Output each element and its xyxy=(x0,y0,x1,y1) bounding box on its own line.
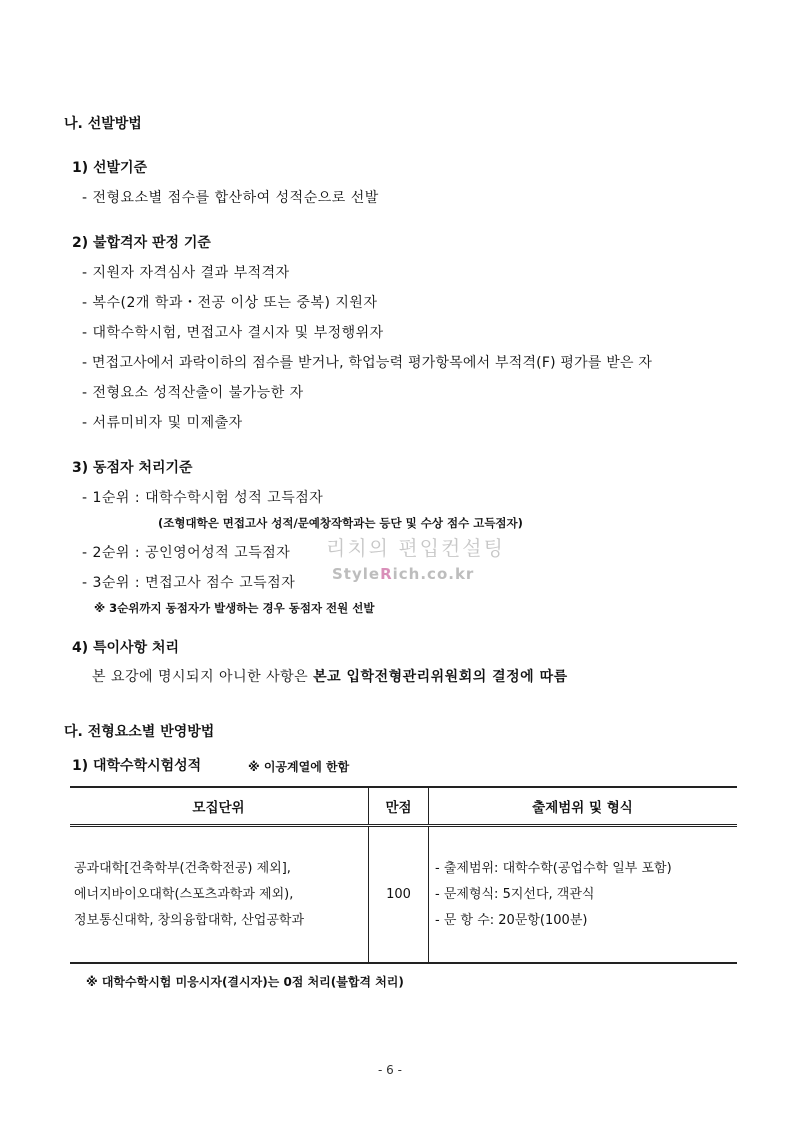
table-row xyxy=(70,826,737,964)
list-item: - 서류미비자 및 미제출자 xyxy=(82,415,243,431)
unit-line: 공과대학[건축학부(건축학전공) 제외], xyxy=(74,860,291,876)
watermark-url: StyleRich.co.kr xyxy=(332,565,475,583)
math-exam-note: ※ 이공계열에 한함 xyxy=(248,760,350,774)
rank1-note: (조형대학은 면접고사 성적/문예창작학과는 등단 및 수상 점수 고득점자) xyxy=(158,516,523,530)
list-item: - 면접고사에서 과락이하의 점수를 받거나, 학업능력 평가항목에서 부적격(F) 평가를 받은 자 xyxy=(82,355,653,371)
list-item: - 복수(2개 학과・전공 이상 또는 중복) 지원자 xyxy=(82,295,378,311)
subsection-title-special-cases: 4) 특이사항 처리 xyxy=(72,640,180,656)
column-header-full-score: 만점 xyxy=(369,787,429,826)
detail-line: - 문제형식: 5지선다, 객관식 xyxy=(435,886,595,902)
watermark-text: 리치의 편입컨설팅 xyxy=(326,536,505,560)
list-item: - 지원자 자격심사 결과 부적격자 xyxy=(82,265,290,281)
list-item: - 전형요소 성적산출이 불가능한 자 xyxy=(82,385,304,401)
subsection-title-disqualification: 2) 불합격자 판정 기준 xyxy=(72,235,211,251)
table-header-row xyxy=(70,787,737,826)
list-item: - 대학수학시험, 면접고사 결시자 및 부정행위자 xyxy=(82,325,384,341)
column-header-scope: 출제범위 및 형식 xyxy=(429,787,738,826)
subsection-title-selection-criteria: 1) 선발기준 xyxy=(72,160,148,176)
unit-line: 에너지바이오대학(스포츠과학과 제외), xyxy=(74,886,294,902)
detail-line: - 문 항 수: 20문항(100분) xyxy=(435,912,588,928)
subsection-title-math-exam: 1) 대학수학시험성적 xyxy=(72,758,202,774)
footnote: ※ 대학수학시험 미응시자(결시자)는 0점 처리(불합격 처리) xyxy=(86,975,404,989)
detail-line: - 출제범위: 대학수학(공업수학 일부 포함) xyxy=(435,860,672,876)
cell-score: 100 xyxy=(369,826,429,964)
list-item: - 1순위 : 대학수학시험 성적 고득점자 xyxy=(82,490,324,506)
cell-details xyxy=(429,826,738,964)
cell-units xyxy=(70,826,369,964)
special-cases-text: 본 요강에 명시되지 아니한 사항은 본교 입학전형관리위원회의 결정에 따름 xyxy=(92,669,568,685)
section-title-na: 나. 선발방법 xyxy=(64,116,142,132)
subsection-title-tie-break: 3) 동점자 처리기준 xyxy=(72,460,193,476)
list-item: - 3순위 : 면접고사 점수 고득점자 xyxy=(82,575,296,591)
list-item: - 2순위 : 공인영어성적 고득점자 xyxy=(82,545,291,561)
section-title-da: 다. 전형요소별 반영방법 xyxy=(64,724,215,740)
list-item: - 전형요소별 점수를 합산하여 성적순으로 선발 xyxy=(82,190,379,206)
math-exam-table xyxy=(70,786,737,964)
page-number: - 6 - xyxy=(378,1063,402,1077)
unit-line: 정보통신대학, 창의융합대학, 산업공학과 xyxy=(74,912,305,928)
tie-break-note: ※ 3순위까지 동점자가 발생하는 경우 동점자 전원 선발 xyxy=(94,601,375,615)
column-header-unit: 모집단위 xyxy=(70,787,369,826)
